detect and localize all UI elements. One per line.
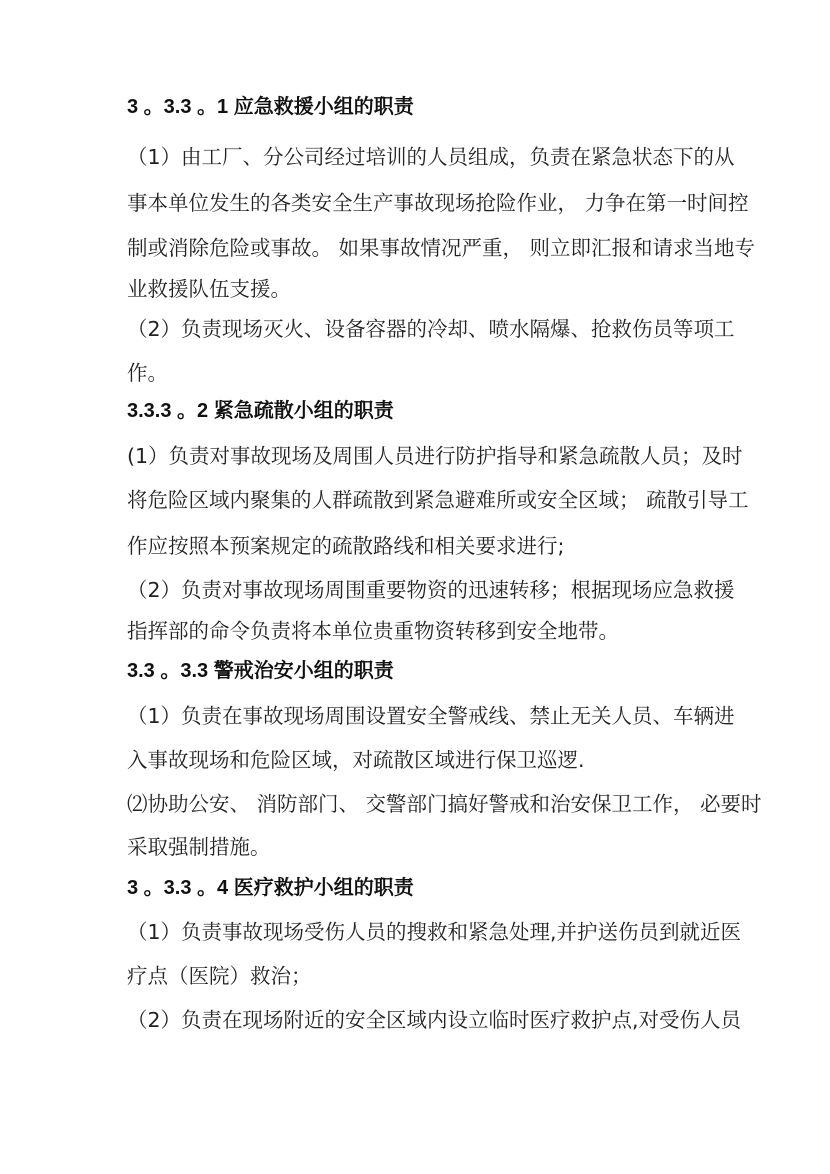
- paragraph-line: （1）负责事故现场受伤人员的搜救和紧急处理,并护送伤员到就近医: [127, 920, 742, 944]
- paragraph-line: （1）由工厂、分公司经过培训的人员组成，负责在紧急状态下的从: [127, 145, 735, 169]
- paragraph-line: 将危险区域内聚集的人群疏散到紧急避难所或安全区域； 疏散引导工: [127, 488, 749, 512]
- paragraph-line: 业救援队伍支援。: [127, 277, 291, 301]
- paragraph-line: 事本单位发生的各类安全生产事故现场抢险作业， 力争在第一时间控: [127, 191, 749, 215]
- paragraph-line: （2）负责对事故现场周围重要物资的迅速转移；根据现场应急救援: [127, 578, 735, 602]
- paragraph-line: 疗点（医院）救治；: [127, 964, 312, 988]
- paragraph-line: 制或消除危险或事故。 如果事故情况严重， 则立即汇报和请求当地专: [127, 236, 756, 260]
- paragraph-line: (1）负责对事故现场及周围人员进行防护指导和紧急疏散人员；及时: [127, 444, 743, 468]
- paragraph-line: （1）负责在事故现场周围设置安全警戒线、禁止无关人员、车辆进: [127, 704, 735, 728]
- paragraph-line: （2）负责现场灭火、设备容器的冷却、喷水隔爆、抢救伤员等项工: [127, 317, 735, 341]
- paragraph-line: ⑵协助公安、 消防部门、 交警部门搞好警戒和治安保卫工作， 必要时: [127, 792, 762, 816]
- paragraph-line: 作应按照本预案规定的疏散路线和相关要求进行;: [127, 534, 565, 558]
- paragraph-line: 入事故现场和危险区域，对疏散区域进行保卫巡逻.: [127, 748, 585, 772]
- section-heading: 3 。3.3 。1 应急救援小组的职责: [127, 96, 414, 118]
- paragraph-line: 指挥部的命令负责将本单位贵重物资转移到安全地带。: [127, 619, 619, 643]
- section-heading: 3.3.3 。2 紧急疏散小组的职责: [127, 400, 394, 422]
- section-heading: 3 。3.3 。4 医疗救护小组的职责: [127, 877, 414, 899]
- paragraph-line: 作。: [127, 361, 168, 385]
- section-heading: 3.3 。3.3 警戒治安小组的职责: [127, 660, 394, 682]
- paragraph-line: 采取强制措施。: [127, 835, 271, 859]
- paragraph-line: （2）负责在现场附近的安全区域内设立临时医疗救护点,对受伤人员: [127, 1008, 742, 1032]
